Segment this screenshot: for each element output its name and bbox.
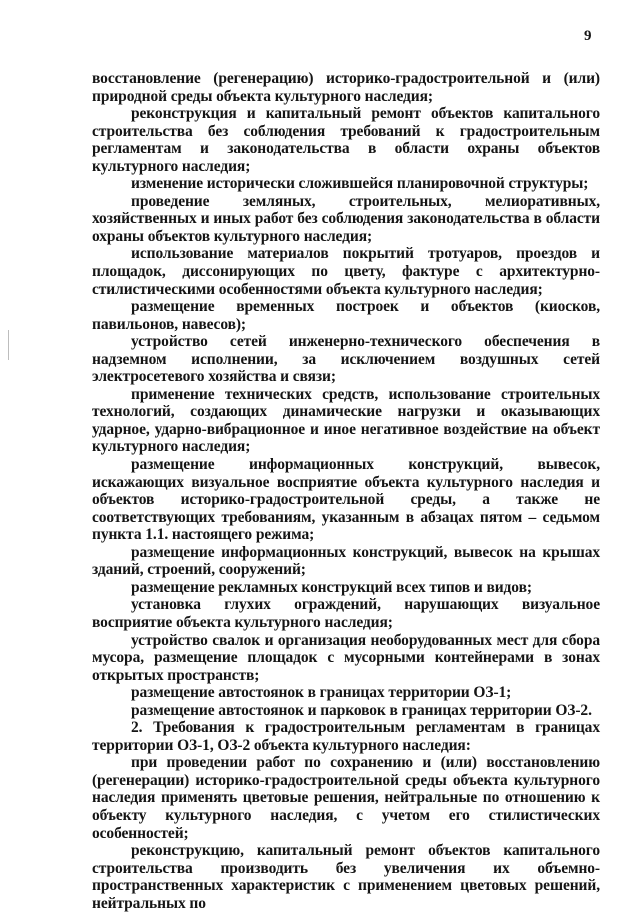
paragraph-section-2-heading: 2. Требования к градостроительным регламентам в границах территории ОЗ-1, ОЗ-2 объекта культурного наследия: (92, 719, 600, 754)
paragraph-information-structures: размещение информационных конструкций, вывесок, искажающих визуальное восприятие объекта культурного наследия и объектов историко-градостроительной среды, а также не соответствующих требованиям, указанным в абзацах пятом – седьмом пункта 1.1. настоящего режима; (92, 456, 600, 544)
paragraph-parking-oz1: размещение автостоянок в границах территории ОЗ-1; (131, 684, 512, 702)
paragraph-reconstruction: реконструкция и капитальный ремонт объектов капитального строительства без соблюдения требований к градостроительным регламентам и законодательства в области охраны объектов культурного наследия; (92, 105, 600, 175)
paragraph-advertising: размещение рекламных конструкций всех типов и видов; (131, 578, 532, 596)
paragraph-fences: установка глухих ограждений, нарушающих визуальное восприятие объекта культурного наследия; (92, 596, 600, 631)
paragraph-color-solutions: при проведении работ по сохранению и (или) восстановлению (регенерации) историко-градостроительной среды объекта культурного наследия применять цветовые решения, нейтральные по отношению к объекту культурного наследия, с учетом его стилистических особенностей; (92, 754, 600, 842)
paragraph-roof-signs: размещение информационных конструкций, вывесок на крышах зданий, строений, сооружений; (92, 543, 600, 579)
paragraph-parking-oz2: размещение автостоянок и парковок в границах территории ОЗ-2. (131, 701, 592, 719)
paragraph-engineering-networks: устройство сетей инженерно-технического обеспечения в надземном исполнении, за исключением воздушных сетей электросетевого хозяйства и связи; (92, 333, 600, 386)
paragraph-planning-structure: изменение исторически сложившейся планировочной структуры; (131, 175, 589, 193)
paragraph-technical-means: применение технических средств, использование строительных технологий, создающих динамические нагрузки и оказывающих ударное, ударно-вибрационное и иное негативное воздействие на объект культурного наследия; (92, 385, 600, 456)
document-body (92, 70, 600, 912)
paragraph-dumps: устройство свалок и организация необорудованных мест для сбора мусора, размещение площадок с мусорными контейнерами в зонах открытых пространств; (92, 631, 600, 684)
paragraph-earthworks: проведение земляных, строительных, мелиоративных, хозяйственных и иных работ без соблюдения законодательства в области охраны объектов культурного наследия; (92, 192, 600, 245)
paragraph-reconstruction-requirements: реконструкцию, капитальный ремонт объектов капитального строительства производить без увеличения их объемно-пространственных характеристик с применением цветовых решений, нейтральных по (92, 842, 600, 912)
paragraph-pavement-materials: использование материалов покрытий тротуаров, проездов и площадок, диссонирующих по цвету, фактуре с архитектурно-стилистическими особенностями объекта культурного наследия; (92, 245, 600, 298)
scan-margin-mark (8, 330, 9, 360)
paragraph-restoration: восстановление (регенерацию) историко-градостроительной и (или) природной среды объекта культурного наследия; (92, 70, 600, 105)
paragraph-temporary-buildings: размещение временных построек и объектов (киосков, павильонов, навесов); (92, 298, 600, 333)
page-number: 9 (584, 28, 592, 44)
